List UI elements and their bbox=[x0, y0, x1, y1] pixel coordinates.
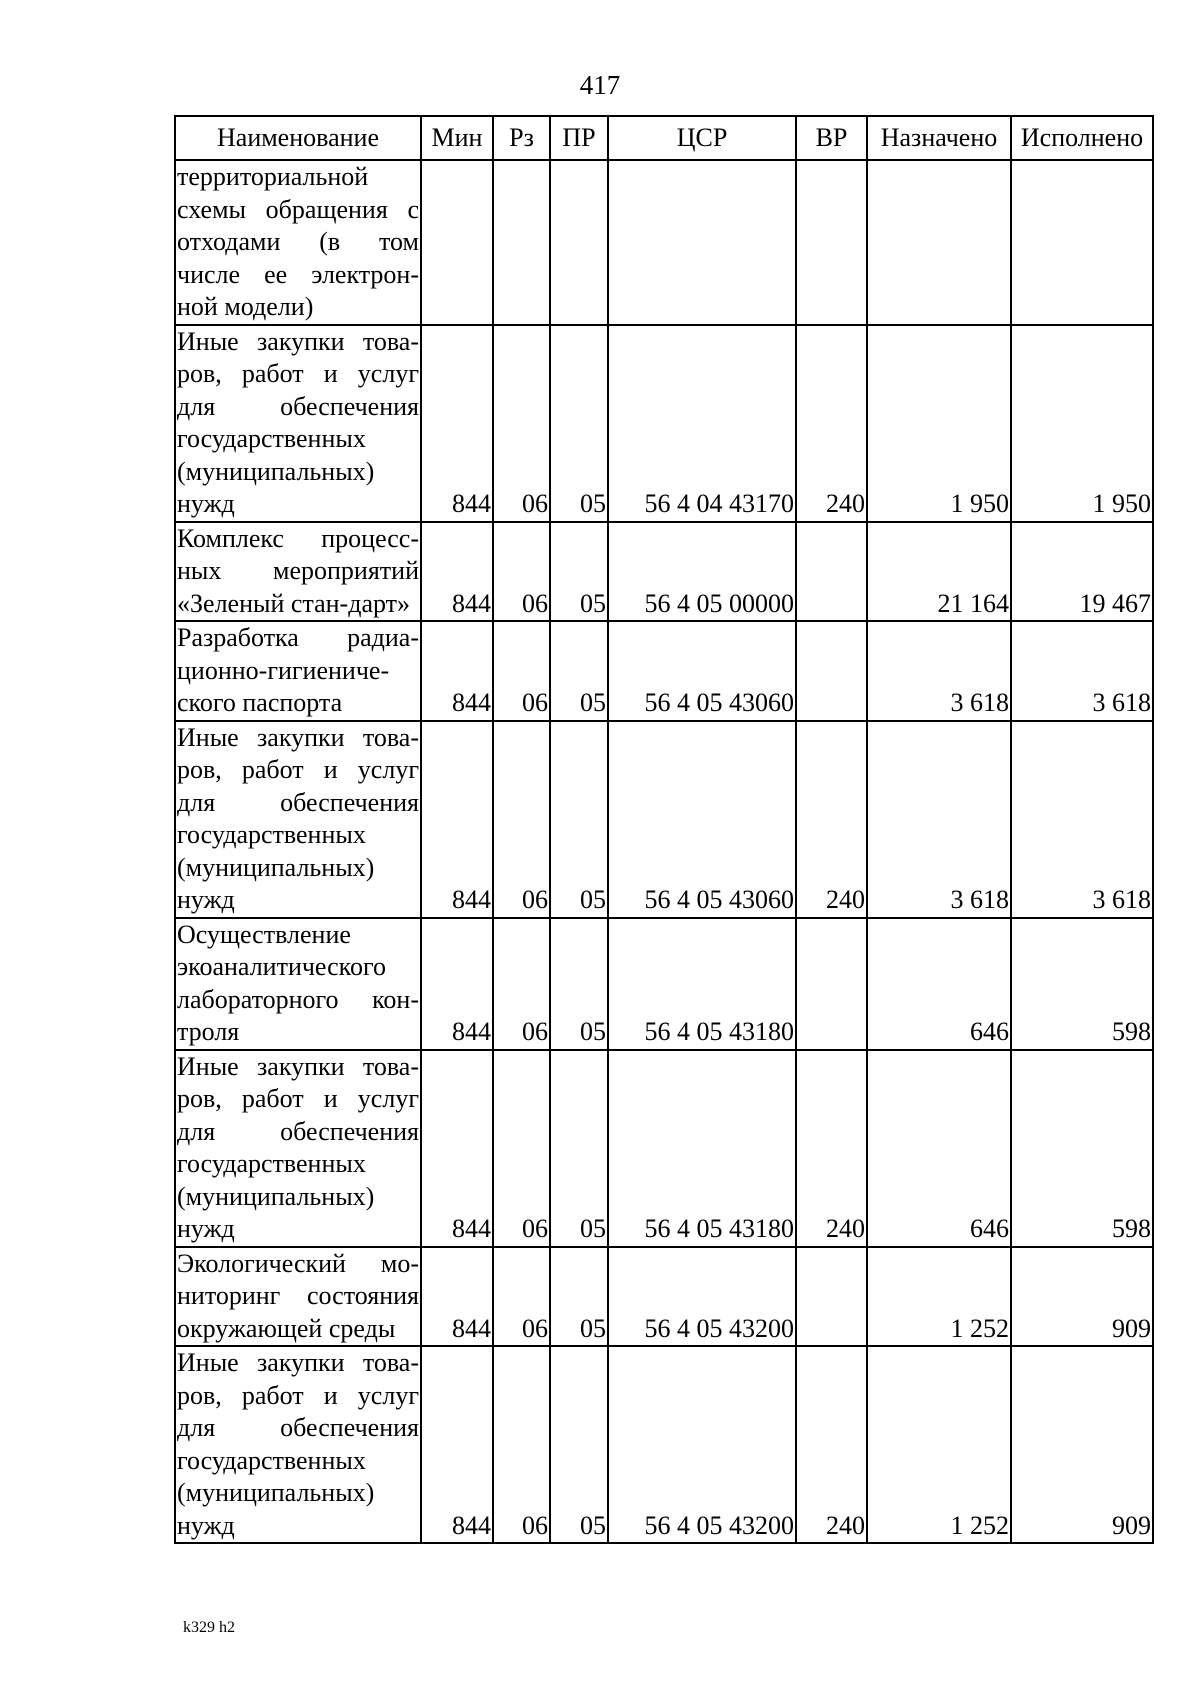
row-csr: 56 4 05 43200 bbox=[608, 1346, 796, 1543]
row-rz: 06 bbox=[493, 621, 550, 721]
row-executed: 1 950 bbox=[1011, 325, 1153, 522]
row-rz bbox=[493, 160, 550, 325]
row-rz: 06 bbox=[493, 1346, 550, 1543]
row-pr: 05 bbox=[550, 721, 608, 918]
row-pr: 05 bbox=[550, 325, 608, 522]
row-executed: 3 618 bbox=[1011, 721, 1153, 918]
row-rz: 06 bbox=[493, 1050, 550, 1247]
row-assigned: 1 252 bbox=[867, 1247, 1011, 1347]
row-vr: 240 bbox=[796, 325, 867, 522]
budget-table bbox=[174, 115, 1154, 1544]
row-name: Комплекс процесс-ных мероприятий «Зеленый стан-дарт» bbox=[175, 522, 421, 622]
table-row bbox=[175, 721, 1153, 918]
row-assigned: 646 bbox=[867, 918, 1011, 1050]
row-pr: 05 bbox=[550, 621, 608, 721]
row-csr: 56 4 05 43180 bbox=[608, 918, 796, 1050]
row-pr: 05 bbox=[550, 918, 608, 1050]
row-csr: 56 4 04 43170 bbox=[608, 325, 796, 522]
row-vr bbox=[796, 160, 867, 325]
row-min: 844 bbox=[421, 621, 493, 721]
row-assigned: 1 950 bbox=[867, 325, 1011, 522]
row-pr bbox=[550, 160, 608, 325]
row-executed bbox=[1011, 160, 1153, 325]
row-min: 844 bbox=[421, 918, 493, 1050]
row-executed: 598 bbox=[1011, 1050, 1153, 1247]
row-name: Иные закупки това-ров, работ и услуг для обеспечения государственных (муниципальных) нужд bbox=[175, 325, 421, 522]
row-vr: 240 bbox=[796, 1346, 867, 1543]
column-header-rz: Рз bbox=[493, 116, 550, 160]
table-row bbox=[175, 621, 1153, 721]
row-vr: 240 bbox=[796, 1050, 867, 1247]
row-min: 844 bbox=[421, 325, 493, 522]
row-name: Иные закупки това-ров, работ и услуг для обеспечения государственных (муниципальных) нужд bbox=[175, 721, 421, 918]
row-pr: 05 bbox=[550, 1346, 608, 1543]
row-name: Иные закупки това-ров, работ и услуг для обеспечения государственных (муниципальных) нужд bbox=[175, 1050, 421, 1247]
row-rz: 06 bbox=[493, 325, 550, 522]
row-csr: 56 4 05 43200 bbox=[608, 1247, 796, 1347]
table-row bbox=[175, 1247, 1153, 1347]
row-min: 844 bbox=[421, 1346, 493, 1543]
column-header-min: Мин bbox=[421, 116, 493, 160]
row-rz: 06 bbox=[493, 918, 550, 1050]
row-pr: 05 bbox=[550, 1247, 608, 1347]
row-assigned: 3 618 bbox=[867, 621, 1011, 721]
row-min: 844 bbox=[421, 721, 493, 918]
row-vr bbox=[796, 1247, 867, 1347]
row-min: 844 bbox=[421, 1050, 493, 1247]
row-min: 844 bbox=[421, 522, 493, 622]
column-header-csr: ЦСР bbox=[608, 116, 796, 160]
row-name: территориальной схемы обращения с отходами (в том числе ее электрон-ной модели) bbox=[175, 160, 421, 325]
row-pr: 05 bbox=[550, 522, 608, 622]
row-name: Иные закупки това-ров, работ и услуг для обеспечения государственных (муниципальных) нужд bbox=[175, 1346, 421, 1543]
column-header-name: Наименование bbox=[175, 116, 421, 160]
table-row bbox=[175, 325, 1153, 522]
row-assigned: 21 164 bbox=[867, 522, 1011, 622]
column-header-executed: Исполнено bbox=[1011, 116, 1153, 160]
column-header-vr: ВР bbox=[796, 116, 867, 160]
row-executed: 598 bbox=[1011, 918, 1153, 1050]
table-row bbox=[175, 1050, 1153, 1247]
table-row bbox=[175, 160, 1153, 325]
row-executed: 909 bbox=[1011, 1247, 1153, 1347]
row-assigned: 646 bbox=[867, 1050, 1011, 1247]
row-min bbox=[421, 160, 493, 325]
page-number: 417 bbox=[579, 70, 621, 100]
row-csr bbox=[608, 160, 796, 325]
row-rz: 06 bbox=[493, 522, 550, 622]
row-csr: 56 4 05 43060 bbox=[608, 621, 796, 721]
row-executed: 909 bbox=[1011, 1346, 1153, 1543]
row-vr: 240 bbox=[796, 721, 867, 918]
table-row bbox=[175, 1346, 1153, 1543]
row-vr bbox=[796, 918, 867, 1050]
row-csr: 56 4 05 43060 bbox=[608, 721, 796, 918]
row-name: Разработка радиа-ционно-гигиениче-ского паспорта bbox=[175, 621, 421, 721]
row-executed: 3 618 bbox=[1011, 621, 1153, 721]
footer-code: k329 h2 bbox=[183, 1619, 235, 1636]
column-header-pr: ПР bbox=[550, 116, 608, 160]
row-executed: 19 467 bbox=[1011, 522, 1153, 622]
table-header-row bbox=[175, 116, 1153, 160]
row-assigned: 1 252 bbox=[867, 1346, 1011, 1543]
row-min: 844 bbox=[421, 1247, 493, 1347]
row-vr bbox=[796, 621, 867, 721]
row-assigned: 3 618 bbox=[867, 721, 1011, 918]
row-assigned bbox=[867, 160, 1011, 325]
row-name: Осуществление экоаналитического лабораторного кон-троля bbox=[175, 918, 421, 1050]
row-csr: 56 4 05 00000 bbox=[608, 522, 796, 622]
table-row bbox=[175, 918, 1153, 1050]
row-rz: 06 bbox=[493, 721, 550, 918]
row-csr: 56 4 05 43180 bbox=[608, 1050, 796, 1247]
column-header-assigned: Назначено bbox=[867, 116, 1011, 160]
row-vr bbox=[796, 522, 867, 622]
row-pr: 05 bbox=[550, 1050, 608, 1247]
row-rz: 06 bbox=[493, 1247, 550, 1347]
row-name: Экологический мо-ниторинг состояния окружающей среды bbox=[175, 1247, 421, 1347]
table-row bbox=[175, 522, 1153, 622]
